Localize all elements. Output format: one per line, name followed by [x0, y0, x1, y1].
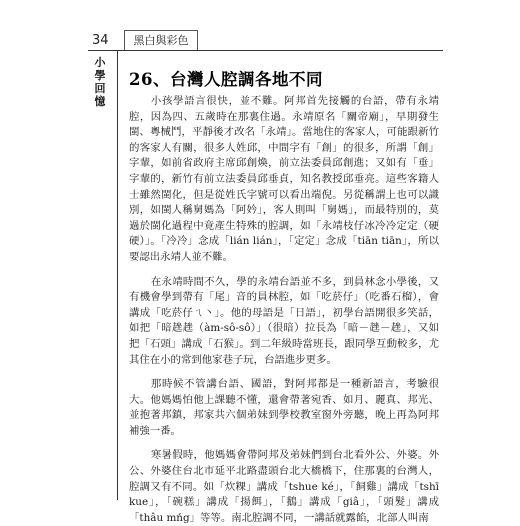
side-section-tab: 小學回憶	[94, 56, 106, 108]
paragraph-4: 寒暑假時，他媽媽會帶阿邦及弟妹們到台北看外公、外婆。外公、外婆住台北市延平北路盡頭台北大橋橋下，住那裏的台灣人，腔調又有不同。如「炊粿」講成「tshue ké」，「飼雞」講成「tshī kue」，「碗糕」講成「揚餌」，「鵝」講成「giâ」，「頭髮」講成「thâu mńg」等等。南北腔調不同，一講話就露餡，北部人叫南	[129, 449, 439, 524]
paragraph-3: 那時候不管講台語、國語，對阿邦都是一種新語言，考驗很大。他媽媽怕他上課聽不懂，還會帶著宛香、如月、麗真、邦光、並抱著邦鎮，邦家共六個弟妹到學校教室窗外旁聽，晚上再為阿邦補強一番。	[129, 378, 439, 437]
header-rule	[88, 50, 443, 51]
running-title-tab: 黑白與彩色	[124, 30, 198, 51]
chapter-title: 26、台灣人腔調各地不同	[129, 70, 323, 89]
body-text	[129, 94, 439, 526]
side-rule	[117, 51, 118, 500]
paragraph-1: 小孩學語言很快，並不難。阿邦首先接觸的台語，帶有永靖腔，因為四、五歲時在那裏住過。永靖原名「關帝廟」，早期發生閩、粵械鬥，平靜後才改名「永靖」。當地住的客家人，可能跟新竹的客家人有關，很多人姓邱，中間字有「創」的很多，所謂「創」字輩，如前省政府主席邱創煥，前立法委員邱創進；又如有「垂」字輩的，新竹有前立法委員邱垂貞，知名教授邱垂亮。這些客籍人士雖然閩化，但是從姓氏字號可以看出端倪。另從稱謂上也可以識別，如閩人稱舅媽為「阿妗」，客人則叫「舅媽」，而最特別的，莫過於閩化過程中竟產生特殊的腔調，如「永靖枝仔冰冷冷定定（硬硬）」。「冷冷」念成「lián lián」，「定定」念成「tiān tiān」，所以要認出永靖人並不難。	[129, 95, 439, 263]
page-number: 34	[92, 33, 109, 48]
paragraph-2: 在永靖時間不久，學的永靖台語並不多，到員林念小學後，又有機會學到帶有「尾」音的員林腔，如「吃菸仔」（吃番石榴），會講成「吃菸仔ㄟ丶」。他的母語是「日語」，初學台語開很多笑話，如把「暗趖趖（àm-sô-sô）」（很暗）拉長為「暗－趖－趖」，又如把「石頭」講成「石猴」。到二年級時當班長，跟同學互動較多，尤其住在小的常到他家巷子玩，台語進步更多。	[129, 275, 439, 366]
